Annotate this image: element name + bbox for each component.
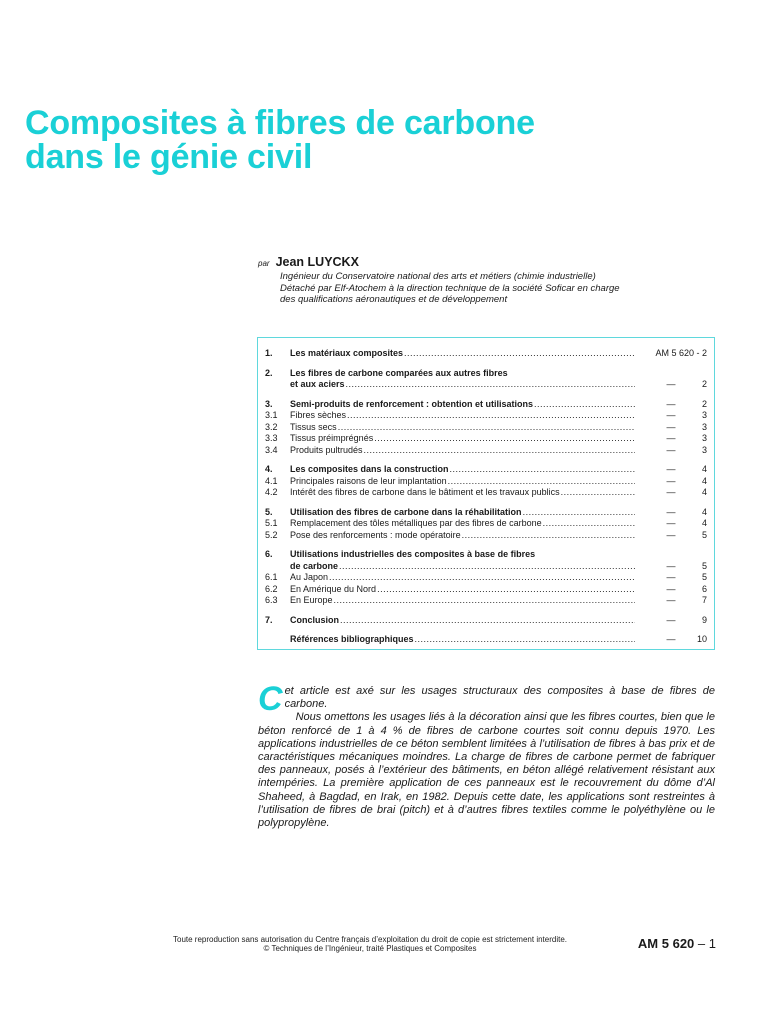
toc-leader-dots <box>536 549 635 561</box>
toc-row <box>265 561 707 573</box>
toc-number: 6.3 <box>265 595 278 605</box>
folio-page-number: 1 <box>708 936 716 951</box>
toc-page-number: 4 <box>701 475 707 486</box>
toc-leader-dots <box>462 530 635 542</box>
toc-ref-dash: — <box>666 595 676 605</box>
folio-separator: – <box>694 936 709 951</box>
toc-leader-dots <box>543 518 635 530</box>
toc-page-ref <box>635 422 707 434</box>
toc-entry-label: Utilisations industrielles des composites à base de fibres <box>290 549 536 559</box>
toc-page-ref <box>635 584 707 596</box>
toc-number: 3.2 <box>265 421 278 432</box>
toc-ref-dash: — <box>666 560 676 571</box>
toc-ref-dash: — <box>666 529 676 540</box>
toc-entry-label: et aux aciers <box>290 379 345 389</box>
toc-row <box>265 433 707 445</box>
toc-entry-label: Pose des renforcements : mode opératoire <box>290 529 461 540</box>
abstract-paragraph-2: Nous omettons les usages liés à la décoration ainsi que les fibres courtes, bien que le béton renforcé de 1 à 4 % de fibres de carbone courtes soit connu depuis 1970. Les applications industrielles de ce béton semblent limitées à l’utilisation de fibres à bas prix et de caractéristiques mécaniques moindres. La charge de fibres de carbone permet de fabriquer des panneaux, posés à l’extérieur des bâtiments, en béton allégé relativement résistant aux intempéries. La première application de ces panneaux est le recouvrement du dôme d’Al Shaheed, à Bagdad, en Irak, en 1982. Depuis cette date, les applications sont restreintes à l’utilisation de fibres de brai (pitch) et à d’autres fibres textiles comme le polyéthylène ou le polypropylène. <box>258 711 715 830</box>
toc-row <box>265 410 707 422</box>
toc-row <box>265 445 707 457</box>
toc-page-number: 5 <box>701 560 707 571</box>
toc-leader-dots <box>561 487 635 499</box>
affiliation-line: Détaché par Elf-Atochem à la direction technique de la société Soficar en charge <box>280 282 620 294</box>
toc-number: 5.2 <box>265 529 278 540</box>
toc-leader-dots <box>450 464 635 476</box>
toc-ref-code: AM 5 620 - 2 <box>655 348 707 358</box>
toc-entry-label: En Amérique du Nord <box>290 583 377 594</box>
toc-number: 4.1 <box>265 475 278 486</box>
toc-page-ref <box>635 399 707 411</box>
toc-page-number: 4 <box>701 506 707 517</box>
toc-page-ref <box>635 530 707 542</box>
toc-page-number: 2 <box>701 398 707 409</box>
toc-ref-dash: — <box>666 614 676 625</box>
toc-entry-label: Remplacement des tôles métalliques par des fibres de carbone <box>290 518 542 528</box>
page-title <box>25 106 535 174</box>
copyright-notice <box>120 935 620 953</box>
toc-number: 6.2 <box>265 583 278 594</box>
toc-leader-dots <box>346 379 635 391</box>
toc-row <box>265 422 707 434</box>
toc-leader-dots <box>404 348 635 360</box>
toc-row <box>265 487 707 499</box>
toc-page-number: 7 <box>701 595 707 605</box>
toc-list <box>265 348 707 646</box>
author-prefix: par <box>258 259 270 268</box>
toc-number: 3.1 <box>265 410 278 420</box>
toc-page-number: 2 <box>701 379 707 389</box>
toc-ref-dash: — <box>666 518 676 528</box>
toc-page-number: 3 <box>701 410 707 420</box>
folio-code: AM 5 620 <box>637 936 695 951</box>
toc-ref-dash: — <box>666 410 676 420</box>
toc-number: 1. <box>265 348 273 358</box>
title-line-1: Composites à fibres de carbone <box>25 104 535 142</box>
affiliation-line: des qualifications aéronautiques et de développement <box>280 294 508 305</box>
toc-ref-dash: — <box>666 433 676 443</box>
toc-page-ref <box>635 507 707 519</box>
toc-page-number: 9 <box>701 614 707 625</box>
toc-entry-label: Tissus secs <box>290 421 337 432</box>
toc-ref-dash: — <box>666 464 676 474</box>
abstract-paragraph-1: et article est axé sur les usages structuraux des composites à base de fibres de carbone. <box>284 685 715 711</box>
toc-page-ref <box>635 572 707 584</box>
toc-entry-label: Semi-produits de renforcement : obtention et utilisations <box>290 398 534 409</box>
abstract <box>258 680 715 830</box>
toc-leader-dots <box>329 572 635 584</box>
toc-number: 5.1 <box>265 518 278 528</box>
toc-leader-dots <box>523 507 635 519</box>
toc-page-ref <box>635 561 707 573</box>
toc-leader-dots <box>374 433 635 445</box>
drop-cap: C <box>258 680 283 718</box>
toc-leader-dots <box>338 422 635 434</box>
toc-row <box>265 530 707 542</box>
toc-row <box>265 549 707 561</box>
toc-entry-label: de carbone <box>290 560 339 571</box>
toc-row <box>265 507 707 519</box>
toc-number: 6.1 <box>265 572 278 582</box>
toc-entry-label: Fibres sèches <box>290 410 347 420</box>
toc-number: 5. <box>265 506 273 517</box>
toc-entry-label: Les fibres de carbone comparées aux autres fibres <box>290 367 508 378</box>
toc-page-number: 6 <box>701 583 707 594</box>
toc-leader-dots <box>509 368 635 380</box>
author-affiliation <box>280 271 728 306</box>
toc-number: 3. <box>265 398 273 409</box>
toc-ref-dash: — <box>666 444 676 455</box>
toc-page-ref <box>635 348 707 360</box>
toc-row <box>265 399 707 411</box>
toc-page-ref <box>635 487 707 499</box>
toc-page-number: 4 <box>701 487 707 497</box>
toc-ref-dash: — <box>666 379 676 389</box>
toc-page-number: 3 <box>701 421 707 432</box>
toc-row <box>265 464 707 476</box>
toc-leader-dots <box>534 399 635 411</box>
toc-row <box>265 584 707 596</box>
toc-row <box>265 348 707 360</box>
toc-entry-label: Principales raisons de leur implantation <box>290 475 447 486</box>
author-block <box>258 255 728 306</box>
toc-entry-label: Tissus préimprégnés <box>290 433 374 443</box>
toc-page-ref <box>635 464 707 476</box>
toc-ref-dash: — <box>666 583 676 594</box>
toc-entry-label: Intérêt des fibres de carbone dans le bâtiment et les travaux publics <box>290 487 560 497</box>
toc-number: 4. <box>265 464 273 474</box>
toc-entry-label: Les composites dans la construction <box>290 464 449 474</box>
author-name: Jean LUYCKX <box>275 255 359 269</box>
toc-leader-dots <box>339 561 635 573</box>
toc-entry-label: Produits pultrudés <box>290 444 363 455</box>
toc-ref-dash: — <box>666 634 676 644</box>
toc-entry-label: Références bibliographiques <box>290 634 414 644</box>
toc-page-ref <box>635 445 707 457</box>
toc-page-ref <box>635 433 707 445</box>
toc-ref-dash: — <box>666 487 676 497</box>
toc-number: 7. <box>265 614 273 625</box>
toc-entry-label: Utilisation des fibres de carbone dans la réhabilitation <box>290 506 522 517</box>
toc-page-number: 4 <box>701 464 707 474</box>
toc-page-number: 4 <box>701 518 707 528</box>
toc-leader-dots <box>448 476 635 488</box>
page-folio <box>638 936 716 951</box>
affiliation-line: Ingénieur du Conservatoire national des arts et métiers (chimie industrielle) <box>280 271 596 282</box>
toc-number: 6. <box>265 549 273 559</box>
toc-leader-dots <box>334 595 635 607</box>
table-of-contents <box>257 337 715 650</box>
toc-row <box>265 379 707 391</box>
toc-page-ref <box>635 615 707 627</box>
toc-row <box>265 634 707 646</box>
toc-ref-dash: — <box>666 506 676 517</box>
title-line-2: dans le génie civil <box>25 138 313 176</box>
toc-entry-label: Les matériaux composites <box>290 348 404 358</box>
toc-row <box>265 368 707 380</box>
toc-page-ref <box>635 476 707 488</box>
toc-entry-label: En Europe <box>290 595 333 605</box>
toc-number: 3.4 <box>265 444 278 455</box>
toc-row <box>265 476 707 488</box>
toc-page-number: 5 <box>701 529 707 540</box>
toc-ref-dash: — <box>666 421 676 432</box>
toc-leader-dots <box>340 615 635 627</box>
copyright-line: Toute reproduction sans autorisation du Centre français d’exploitation du droit de copie est strictement interdite. <box>173 935 567 944</box>
toc-ref-dash: — <box>666 572 676 582</box>
toc-page-ref <box>635 379 707 391</box>
toc-leader-dots <box>364 445 635 457</box>
toc-page-ref <box>635 595 707 607</box>
toc-ref-dash: — <box>666 475 676 486</box>
toc-entry-label: Au Japon <box>290 572 329 582</box>
copyright-line: © Techniques de l’Ingénieur, traité Plastiques et Composites <box>263 944 477 953</box>
toc-page-number: 5 <box>701 572 707 582</box>
toc-leader-dots <box>377 584 635 596</box>
toc-number: 2. <box>265 367 273 378</box>
toc-page-ref <box>635 634 707 646</box>
toc-leader-dots <box>415 634 635 646</box>
toc-number: 3.3 <box>265 433 278 443</box>
toc-page-ref <box>635 410 707 422</box>
toc-row <box>265 595 707 607</box>
toc-entry-label: Conclusion <box>290 614 339 625</box>
toc-row <box>265 572 707 584</box>
toc-row <box>265 615 707 627</box>
toc-leader-dots <box>347 410 635 422</box>
toc-page-number: 10 <box>696 634 707 644</box>
toc-page-ref <box>635 518 707 530</box>
toc-page-number: 3 <box>701 444 707 455</box>
toc-ref-dash: — <box>666 398 676 409</box>
toc-number: 4.2 <box>265 487 278 497</box>
toc-row <box>265 518 707 530</box>
toc-page-number: 3 <box>701 433 707 443</box>
